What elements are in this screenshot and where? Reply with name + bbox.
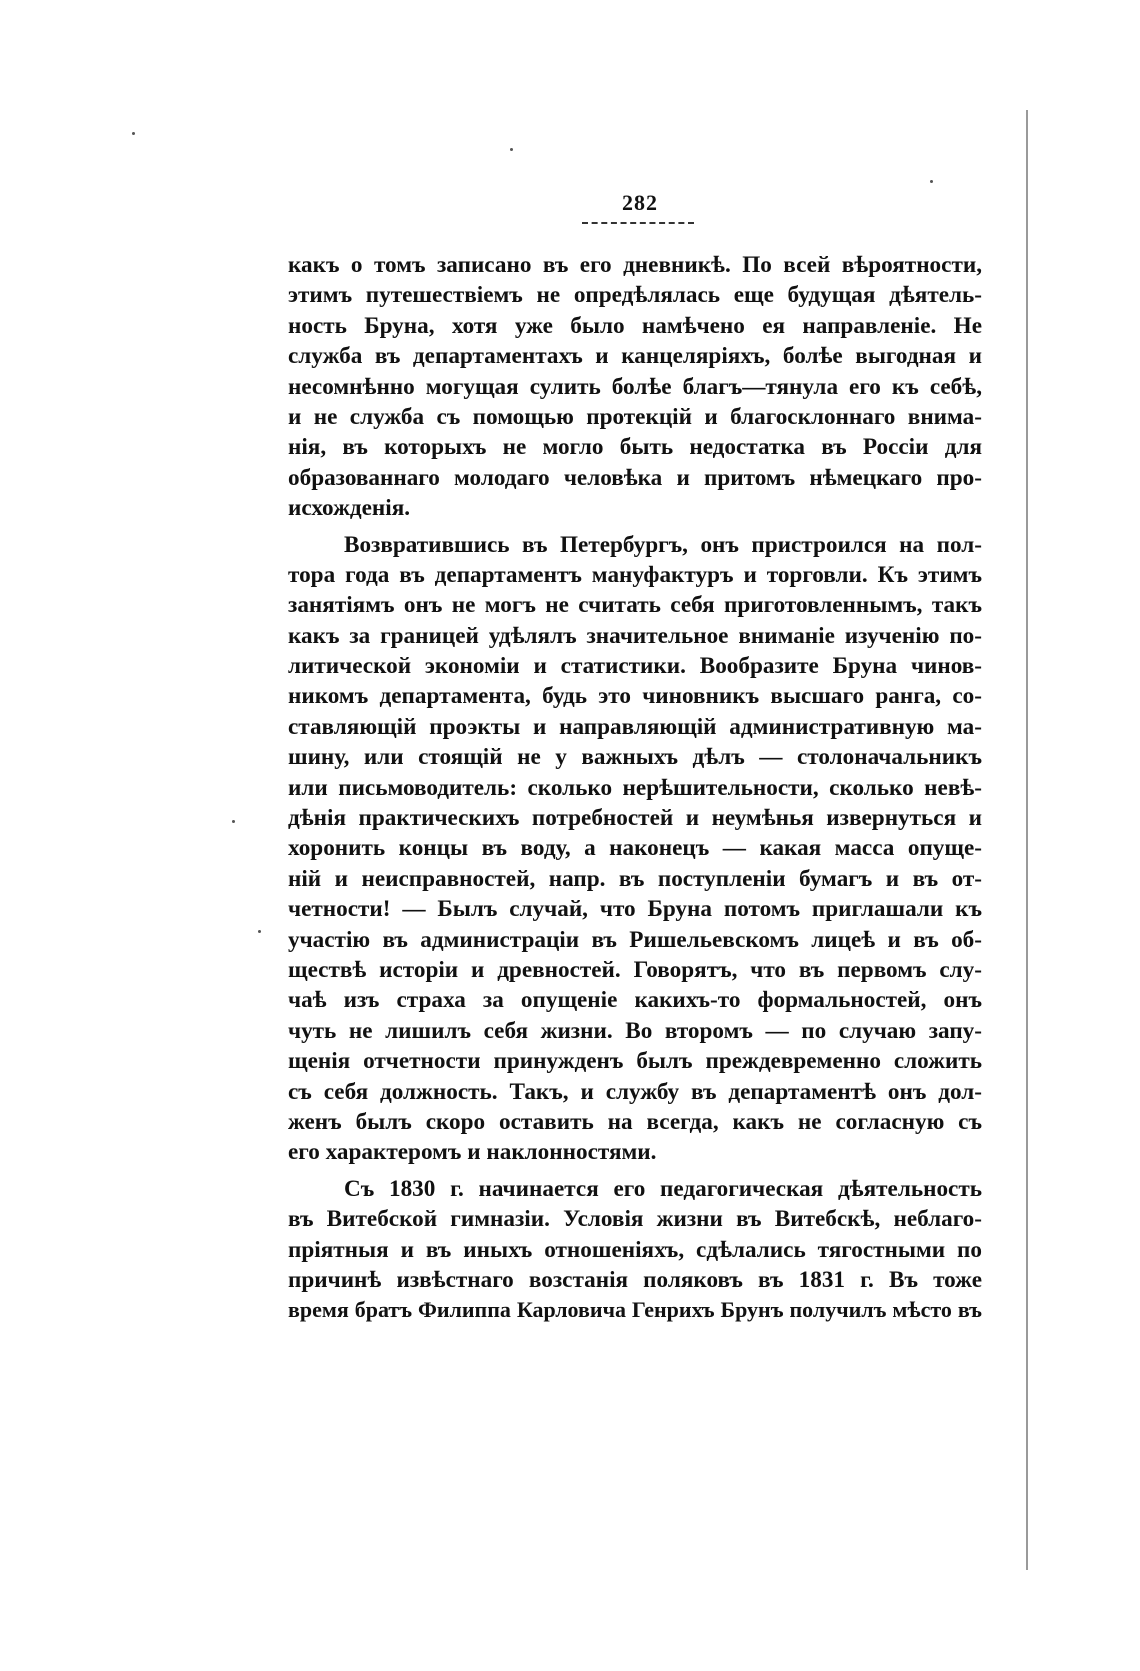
text-line: хоронить концы въ воду, а наконецъ — какая масса опуще- bbox=[288, 835, 982, 862]
text-line: Возвратившись въ Петербургъ, онъ пристроился на пол- bbox=[344, 531, 982, 558]
text-line: или письмоводитель: сколько нерѣшительности, сколько невѣ- bbox=[288, 774, 982, 801]
text-line: участію въ администраціи въ Ришельевскомъ лицеѣ и въ об- bbox=[288, 926, 982, 953]
body-text bbox=[288, 250, 982, 1326]
text-line: пріятныя и въ иныхъ отношеніяхъ, сдѣлались тягостными по bbox=[288, 1236, 982, 1263]
text-line: ность Бруна, хотя уже было намѣчено ея направленіе. Не bbox=[288, 312, 982, 339]
text-line: и не служба съ помощью протекцій и благосклоннаго внима- bbox=[288, 403, 982, 430]
scan-speck bbox=[258, 930, 261, 933]
text-line: образованнаго молодаго человѣка и притомъ нѣмецкаго про- bbox=[288, 464, 982, 491]
text-line: дѣнія практическихъ потребностей и неумѣнья извернуться и bbox=[288, 805, 982, 832]
text-line: занятіямъ онъ не могъ не считать себя приготовленнымъ, такъ bbox=[288, 592, 982, 619]
text-line: этимъ путешествіемъ не опредѣлялась еще будущая дѣятель- bbox=[288, 282, 982, 309]
text-line: чаѣ изъ страха за опущеніе какихъ-то формальностей, онъ bbox=[288, 987, 982, 1014]
text-line: ній и неисправностей, напр. въ поступленіи бумагъ и въ от- bbox=[288, 865, 982, 892]
text-line: тора года въ департаментъ мануфактуръ и торговли. Къ этимъ bbox=[288, 561, 982, 588]
scan-speck bbox=[132, 132, 135, 135]
text-line: шину, или стоящій не у важныхъ дѣлъ — столоначальникъ bbox=[288, 744, 982, 771]
page-number: 282 bbox=[622, 190, 658, 215]
text-line: съ себя должность. Такъ, и службу въ департаментѣ онъ дол- bbox=[288, 1078, 982, 1105]
scan-speck bbox=[232, 820, 235, 823]
text-line: причинѣ извѣстнаго возстанія поляковъ въ 1831 г. Въ тоже bbox=[288, 1266, 982, 1293]
text-line: нія, въ которыхъ не могло быть недостатка въ Россіи для bbox=[288, 434, 982, 461]
text-line: никомъ департамента, будь это чиновникъ высшаго ранга, со- bbox=[288, 683, 982, 710]
page-number-rule bbox=[582, 222, 694, 224]
page-edge-line bbox=[1026, 110, 1028, 1570]
text-line: какъ за границей удѣлялъ значительное вниманіе изученію по- bbox=[288, 622, 982, 649]
text-line: въ Витебской гимназіи. Условія жизни въ Витебскѣ, неблаго- bbox=[288, 1206, 982, 1233]
text-line: ставляющій проэкты и направляющій административную ма- bbox=[288, 713, 982, 740]
text-line: какъ о томъ записано въ его дневникѣ. По всей вѣроятности, bbox=[288, 252, 982, 278]
scan-speck bbox=[510, 148, 513, 151]
text-line: Съ 1830 г. начинается его педагогическая дѣятельность bbox=[344, 1175, 982, 1202]
text-line: несомнѣнно могущая сулить болѣе благъ—тянула его къ себѣ, bbox=[288, 373, 982, 400]
text-line: женъ былъ скоро оставить на всегда, какъ не согласную съ bbox=[288, 1108, 982, 1135]
text-line: ществѣ исторіи и древностей. Говорятъ, что въ первомъ слу- bbox=[288, 956, 982, 983]
paragraph-3 bbox=[288, 1174, 982, 1326]
text-line: щенія отчетности принужденъ былъ преждевременно сложить bbox=[288, 1048, 982, 1075]
text-line: служба въ департаментахъ и канцеляріяхъ, болѣе выгодная и bbox=[288, 343, 982, 370]
paragraph-2 bbox=[288, 530, 982, 1168]
text-line: четности! — Былъ случай, что Бруна потомъ приглашали къ bbox=[288, 896, 982, 923]
paragraph-1 bbox=[288, 250, 982, 524]
text-line: чуть не лишилъ себя жизни. Во второмъ — по случаю запу- bbox=[288, 1017, 982, 1044]
scan-speck bbox=[930, 180, 933, 183]
text-line: время братъ Филиппа Карловича Генрихъ Брунъ получилъ мѣсто въ bbox=[288, 1297, 982, 1323]
text-line: литической экономіи и статистики. Вообразите Бруна чинов- bbox=[288, 653, 982, 680]
text-line: его характеромъ и наклонностями. bbox=[288, 1139, 657, 1166]
text-line: исхожденія. bbox=[288, 495, 411, 522]
